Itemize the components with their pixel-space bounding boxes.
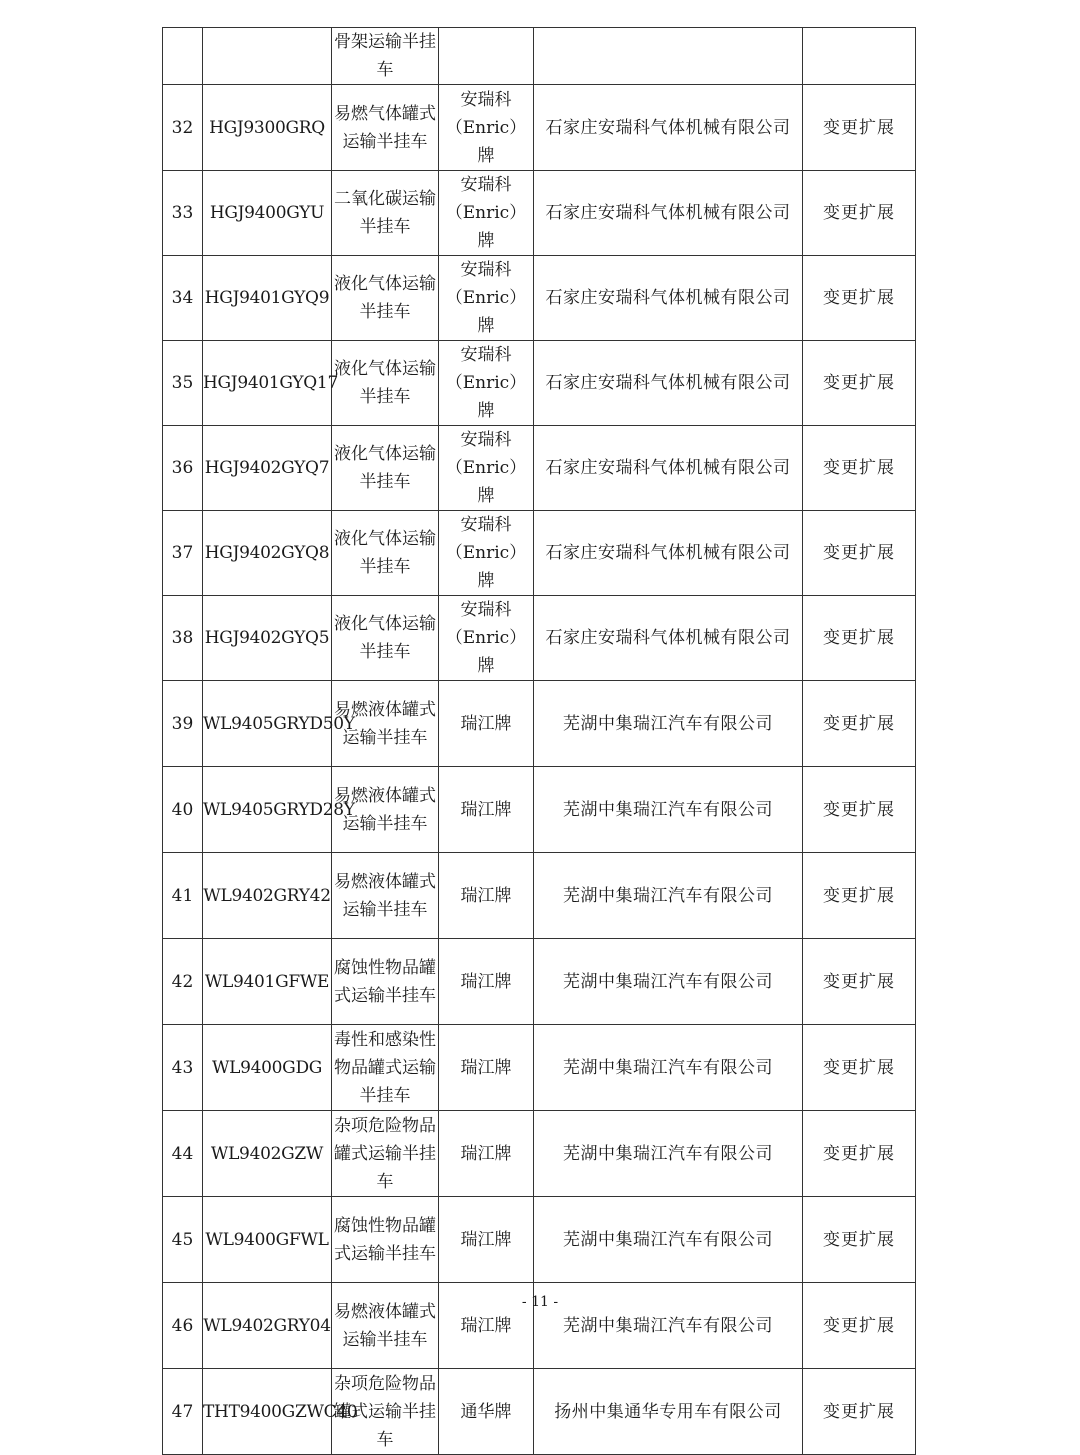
brand: 安瑞科（Enric）牌 — [439, 256, 534, 341]
vehicle-name: 液化气体运输半挂车 — [332, 426, 439, 511]
company: 石家庄安瑞科气体机械有限公司 — [534, 341, 803, 426]
brand — [439, 28, 534, 85]
company: 芜湖中集瑞江汽车有限公司 — [534, 1197, 803, 1283]
table-row — [163, 85, 916, 171]
vehicle-name: 液化气体运输半挂车 — [332, 596, 439, 681]
vehicle-model: WL9405GRYD28Y — [203, 767, 332, 853]
brand: 瑞江牌 — [439, 853, 534, 939]
change-type: 变更扩展 — [803, 681, 916, 767]
change-type: 变更扩展 — [803, 341, 916, 426]
vehicle-name: 腐蚀性物品罐式运输半挂车 — [332, 1197, 439, 1283]
change-type: 变更扩展 — [803, 767, 916, 853]
table-row — [163, 171, 916, 256]
vehicle-model: HGJ9400GYU — [203, 171, 332, 256]
company: 芜湖中集瑞江汽车有限公司 — [534, 1025, 803, 1111]
vehicle-name: 易燃液体罐式运输半挂车 — [332, 767, 439, 853]
company: 石家庄安瑞科气体机械有限公司 — [534, 85, 803, 171]
brand: 安瑞科（Enric）牌 — [439, 171, 534, 256]
table-row — [163, 256, 916, 341]
vehicle-list-table — [162, 27, 916, 1455]
company: 芜湖中集瑞江汽车有限公司 — [534, 1283, 803, 1369]
vehicle-name: 易燃气体罐式运输半挂车 — [332, 85, 439, 171]
vehicle-name: 易燃液体罐式运输半挂车 — [332, 681, 439, 767]
vehicle-name: 毒性和感染性物品罐式运输半挂车 — [332, 1025, 439, 1111]
change-type — [803, 28, 916, 85]
vehicle-model: WL9400GFWL — [203, 1197, 332, 1283]
row-number: 34 — [163, 256, 203, 341]
vehicle-model: HGJ9402GYQ5 — [203, 596, 332, 681]
change-type: 变更扩展 — [803, 171, 916, 256]
brand: 安瑞科（Enric）牌 — [439, 426, 534, 511]
row-number: 46 — [163, 1283, 203, 1369]
change-type: 变更扩展 — [803, 256, 916, 341]
brand: 瑞江牌 — [439, 1111, 534, 1197]
vehicle-model: HGJ9300GRQ — [203, 85, 332, 171]
row-number: 47 — [163, 1369, 203, 1455]
brand: 瑞江牌 — [439, 1283, 534, 1369]
table-row — [163, 341, 916, 426]
vehicle-name: 液化气体运输半挂车 — [332, 511, 439, 596]
company: 芜湖中集瑞江汽车有限公司 — [534, 939, 803, 1025]
company: 芜湖中集瑞江汽车有限公司 — [534, 1111, 803, 1197]
company: 石家庄安瑞科气体机械有限公司 — [534, 596, 803, 681]
row-number: 35 — [163, 341, 203, 426]
vehicle-model: WL9402GRY42 — [203, 853, 332, 939]
row-number: 36 — [163, 426, 203, 511]
vehicle-model: THT9400GZWC40 — [203, 1369, 332, 1455]
vehicle-name: 液化气体运输半挂车 — [332, 256, 439, 341]
table-row — [163, 1369, 916, 1455]
brand: 安瑞科（Enric）牌 — [439, 341, 534, 426]
change-type: 变更扩展 — [803, 853, 916, 939]
change-type: 变更扩展 — [803, 1369, 916, 1455]
row-number: 39 — [163, 681, 203, 767]
vehicle-model: WL9402GRY04 — [203, 1283, 332, 1369]
vehicle-name: 杂项危险物品罐式运输半挂车 — [332, 1369, 439, 1455]
table-row — [163, 596, 916, 681]
table-row — [163, 939, 916, 1025]
table-row — [163, 767, 916, 853]
row-number: 32 — [163, 85, 203, 171]
company: 扬州中集通华专用车有限公司 — [534, 1369, 803, 1455]
row-number: 38 — [163, 596, 203, 681]
brand: 通华牌 — [439, 1369, 534, 1455]
change-type: 变更扩展 — [803, 511, 916, 596]
table-row — [163, 426, 916, 511]
vehicle-name: 二氧化碳运输半挂车 — [332, 171, 439, 256]
vehicle-model: HGJ9401GYQ9 — [203, 256, 332, 341]
company: 石家庄安瑞科气体机械有限公司 — [534, 256, 803, 341]
brand: 安瑞科（Enric）牌 — [439, 85, 534, 171]
change-type: 变更扩展 — [803, 1283, 916, 1369]
company: 芜湖中集瑞江汽车有限公司 — [534, 767, 803, 853]
vehicle-name: 易燃液体罐式运输半挂车 — [332, 1283, 439, 1369]
company: 石家庄安瑞科气体机械有限公司 — [534, 511, 803, 596]
table-row — [163, 1025, 916, 1111]
brand: 瑞江牌 — [439, 681, 534, 767]
vehicle-model: WL9402GZW — [203, 1111, 332, 1197]
row-number: 40 — [163, 767, 203, 853]
vehicle-model: HGJ9402GYQ7 — [203, 426, 332, 511]
company: 芜湖中集瑞江汽车有限公司 — [534, 853, 803, 939]
vehicle-name: 骨架运输半挂车 — [332, 28, 439, 85]
change-type: 变更扩展 — [803, 1197, 916, 1283]
vehicle-name: 易燃液体罐式运输半挂车 — [332, 853, 439, 939]
row-number — [163, 28, 203, 85]
change-type: 变更扩展 — [803, 1025, 916, 1111]
vehicle-model: WL9401GFWE — [203, 939, 332, 1025]
vehicle-name: 液化气体运输半挂车 — [332, 341, 439, 426]
change-type: 变更扩展 — [803, 85, 916, 171]
company — [534, 28, 803, 85]
company: 石家庄安瑞科气体机械有限公司 — [534, 426, 803, 511]
table-row — [163, 28, 916, 85]
brand: 瑞江牌 — [439, 939, 534, 1025]
vehicle-model: HGJ9402GYQ8 — [203, 511, 332, 596]
brand: 安瑞科（Enric）牌 — [439, 511, 534, 596]
change-type: 变更扩展 — [803, 939, 916, 1025]
brand: 瑞江牌 — [439, 1025, 534, 1111]
vehicle-model: WL9400GDG — [203, 1025, 332, 1111]
vehicle-model: HGJ9401GYQ17 — [203, 341, 332, 426]
vehicle-name: 杂项危险物品罐式运输半挂车 — [332, 1111, 439, 1197]
vehicle-name: 腐蚀性物品罐式运输半挂车 — [332, 939, 439, 1025]
row-number: 45 — [163, 1197, 203, 1283]
table-row — [163, 1111, 916, 1197]
row-number: 44 — [163, 1111, 203, 1197]
vehicle-model — [203, 28, 332, 85]
company: 芜湖中集瑞江汽车有限公司 — [534, 681, 803, 767]
brand: 安瑞科（Enric）牌 — [439, 596, 534, 681]
row-number: 42 — [163, 939, 203, 1025]
page-number: - 11 - — [521, 1294, 559, 1310]
table-row — [163, 1197, 916, 1283]
table-row — [163, 853, 916, 939]
change-type: 变更扩展 — [803, 426, 916, 511]
table-row — [163, 511, 916, 596]
change-type: 变更扩展 — [803, 1111, 916, 1197]
brand: 瑞江牌 — [439, 767, 534, 853]
row-number: 37 — [163, 511, 203, 596]
change-type: 变更扩展 — [803, 596, 916, 681]
brand: 瑞江牌 — [439, 1197, 534, 1283]
company: 石家庄安瑞科气体机械有限公司 — [534, 171, 803, 256]
table-row — [163, 681, 916, 767]
row-number: 33 — [163, 171, 203, 256]
row-number: 41 — [163, 853, 203, 939]
vehicle-model: WL9405GRYD50Y — [203, 681, 332, 767]
row-number: 43 — [163, 1025, 203, 1111]
